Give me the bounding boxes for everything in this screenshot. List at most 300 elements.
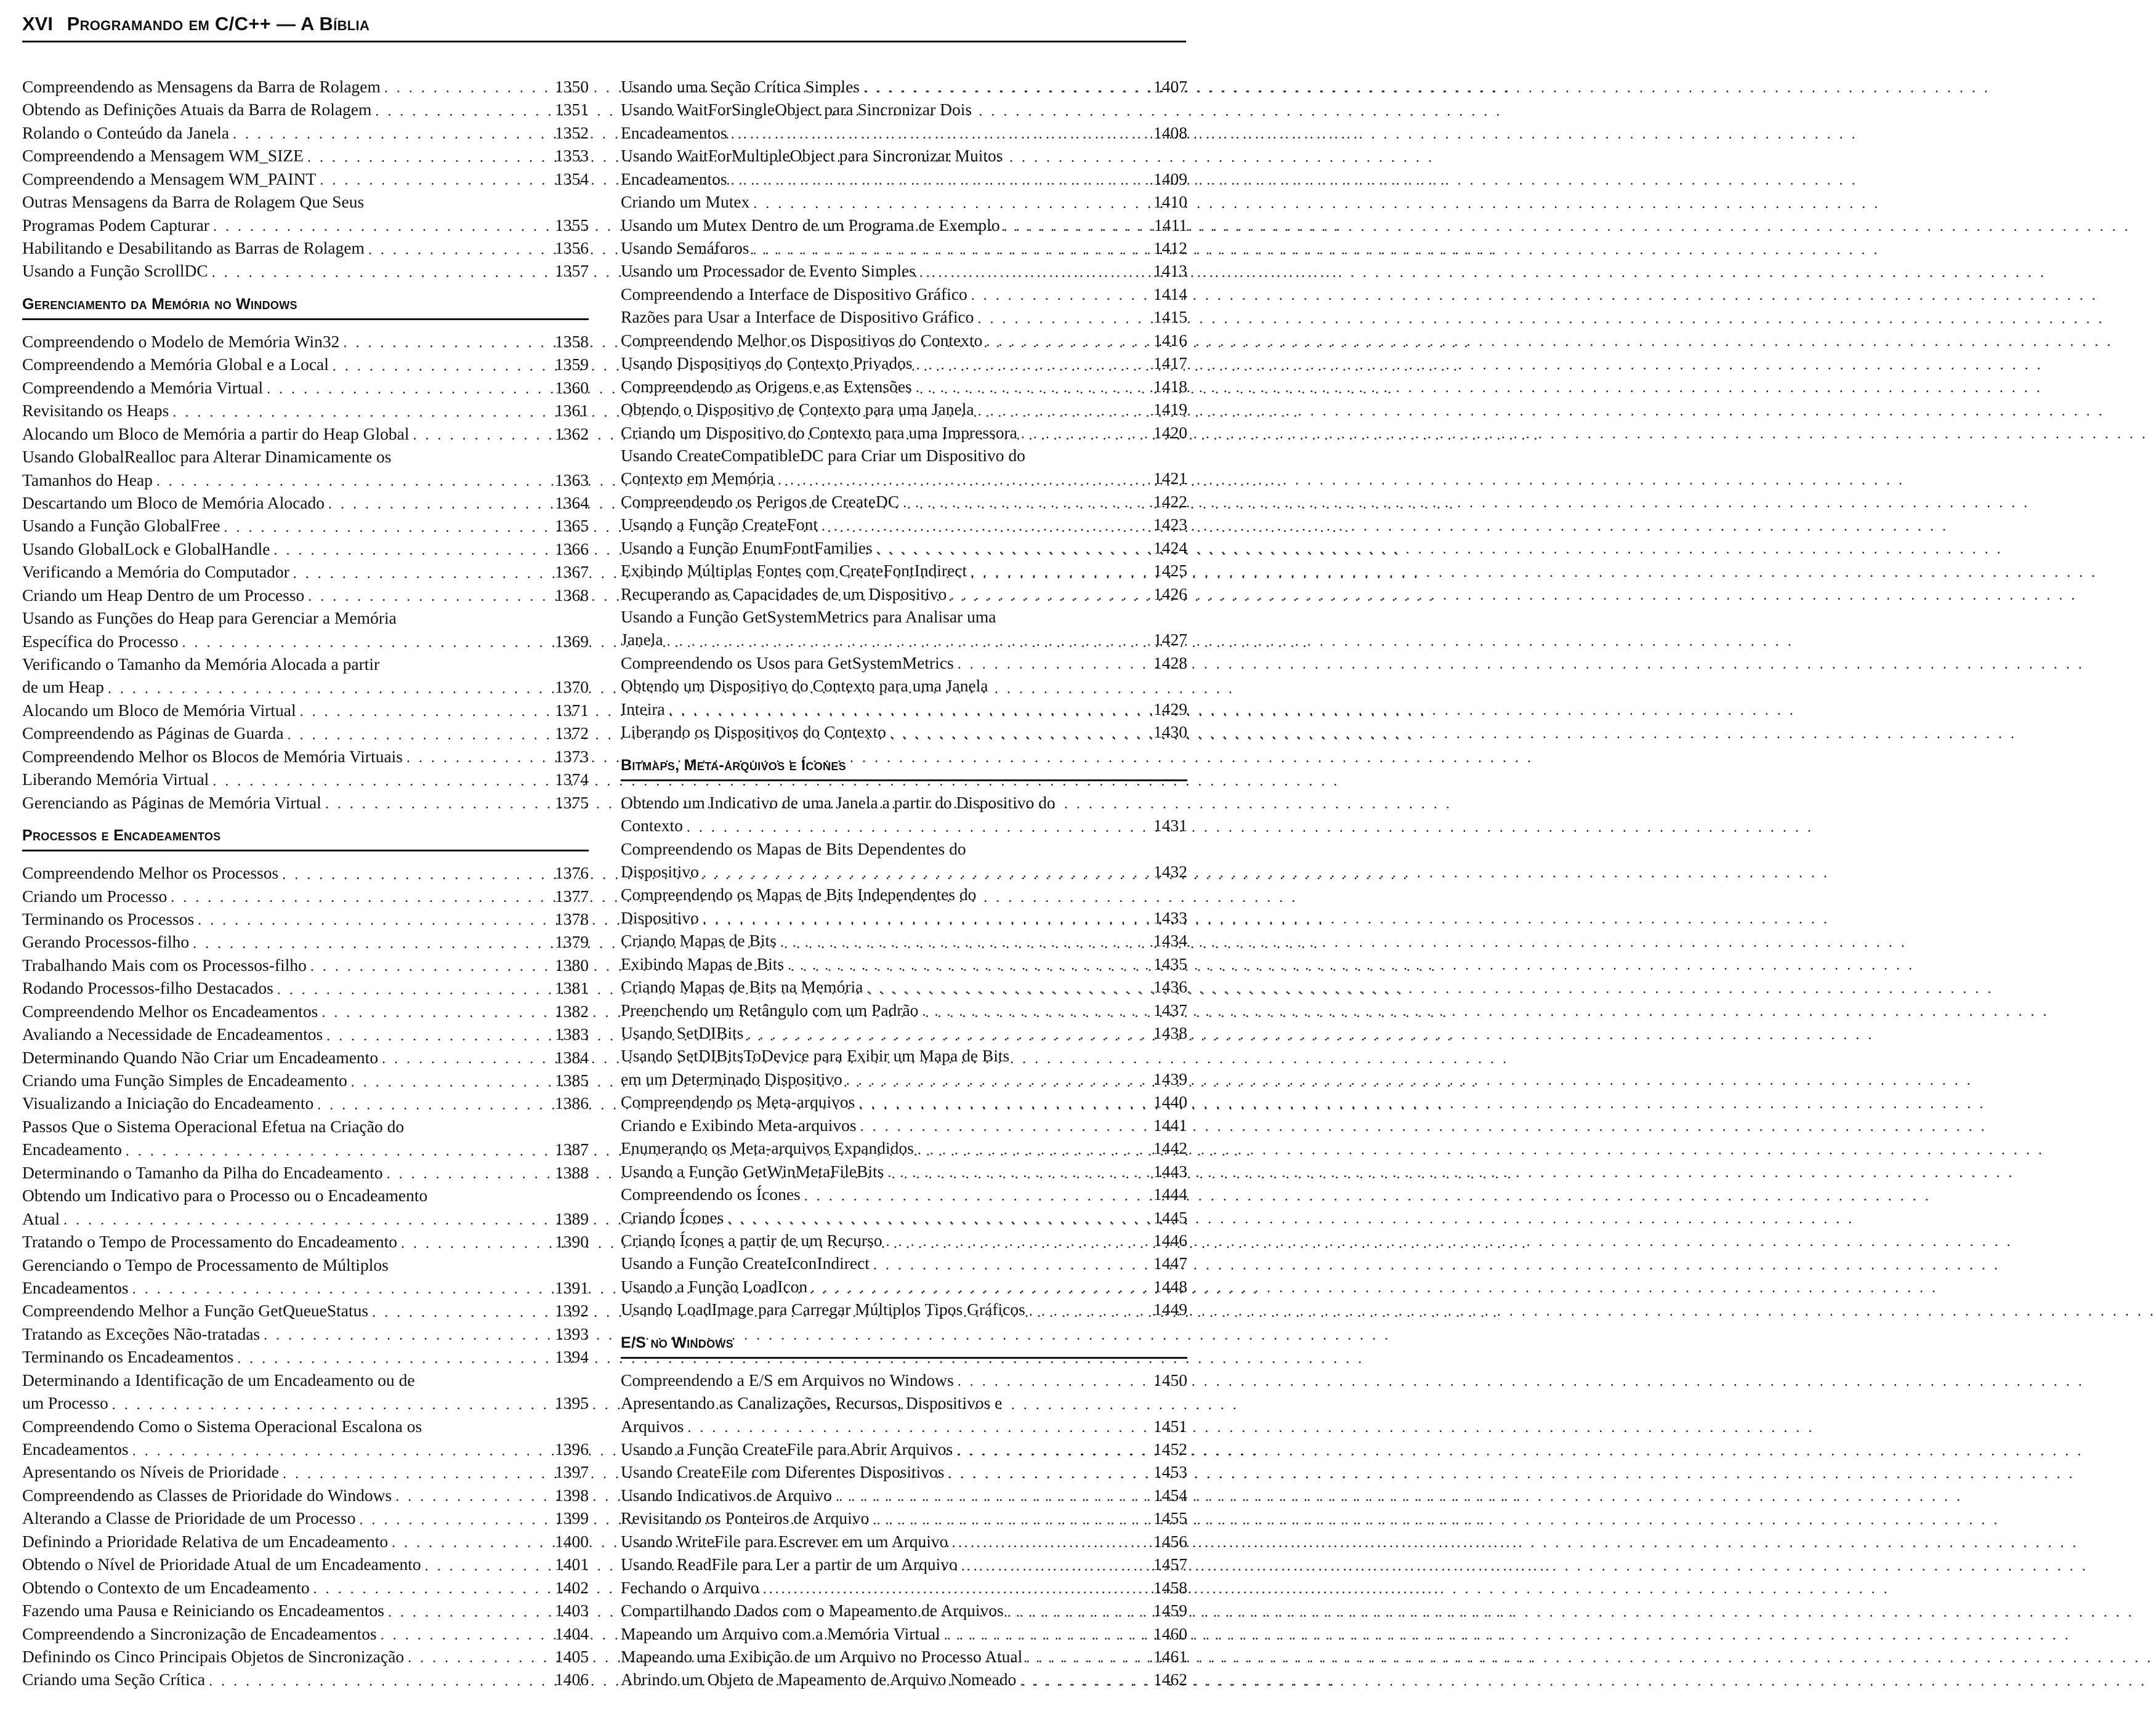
toc-entry-line [621, 837, 1187, 860]
dot-leader [731, 124, 1150, 144]
toc-entry-title: Compreendendo Melhor os Dispositivos do Contexto [621, 330, 983, 350]
toc-entry [621, 1252, 1187, 1274]
dot-leader [182, 633, 551, 653]
toc-page-number: 1400 [555, 1531, 589, 1551]
toc-entry-title: Usando as Funções do Heap para Gerenciar a Memória [22, 608, 397, 628]
toc-entry [22, 353, 589, 376]
toc-entry [621, 1484, 1187, 1507]
dot-leader [667, 632, 1150, 651]
toc-page-number: 1423 [1153, 515, 1187, 534]
toc-page-number: 1354 [555, 169, 589, 188]
dot-leader [1026, 1648, 1150, 1668]
dot-leader [731, 171, 1150, 190]
toc-entry-title: Criando Mapas de Bits na Memória [621, 977, 863, 997]
toc-entry [22, 722, 589, 744]
toc-entry [621, 236, 1187, 259]
toc-entry [22, 330, 589, 353]
toc-entry-line [22, 422, 589, 445]
toc-entry-line [621, 352, 1187, 374]
toc-entry [22, 1530, 589, 1553]
toc-entry [621, 490, 1187, 513]
section-gap [22, 814, 589, 821]
dot-leader [212, 263, 551, 283]
dot-leader [212, 771, 551, 791]
dot-leader [408, 1648, 551, 1668]
toc-entry-line [22, 1599, 589, 1622]
toc-entry-title: Terminando os Processos [22, 909, 195, 928]
dot-leader [890, 724, 1150, 744]
toc-entry-title: Tratando o Tempo de Processamento do Encadeamento [22, 1232, 398, 1252]
toc-entry-line [621, 1553, 1187, 1575]
toc-entry-line [22, 537, 589, 560]
toc-entry [621, 305, 1187, 328]
toc-entry [621, 1021, 1187, 1044]
toc-page-number: 1351 [555, 100, 589, 119]
toc-entry [22, 422, 589, 445]
toc-entry-title: Obtendo o Dispositivo de Contexto para uma Janela [621, 400, 974, 419]
dot-leader [382, 1049, 551, 1069]
toc-entry-title: Usando ReadFile para Ler a partir de um Arquivo [621, 1555, 958, 1574]
toc-entry-line [621, 791, 1187, 814]
dot-leader [863, 78, 1150, 98]
toc-entry-line [22, 445, 589, 468]
toc-entry-line [621, 1415, 1187, 1438]
toc-entry-line [621, 75, 1187, 98]
toc-page-number: 1371 [555, 700, 589, 720]
toc-entry-line [22, 190, 589, 213]
dot-leader [687, 1418, 1150, 1438]
toc-entry [621, 1391, 1187, 1438]
toc-entry [22, 1092, 589, 1115]
toc-entry-line [22, 1622, 589, 1645]
toc-entry-line [621, 1622, 1187, 1645]
toc-entry-title: Trabalhando Mais com os Processos-filho [22, 955, 307, 975]
toc-entry-title: Exibindo Mapas de Bits [621, 954, 785, 973]
running-header [22, 9, 1186, 39]
toc-entry-line [621, 999, 1187, 1021]
dot-leader [903, 493, 1150, 513]
toc-entry [621, 1045, 1187, 1091]
section-title: Processos e Encadeamentos [22, 827, 221, 845]
toc-entry-line [22, 1184, 589, 1207]
toc-page-number: 1446 [1153, 1230, 1187, 1250]
dot-leader [866, 979, 1150, 999]
toc-entry-title: Criando Mapas de Bits [621, 931, 777, 951]
toc-entry-title: Usando um Processador de Evento Simples [621, 261, 916, 281]
toc-entry [22, 1000, 589, 1023]
toc-entry [621, 1507, 1187, 1529]
dot-leader [368, 240, 551, 260]
toc-entry-title: Visualizando a Iniciação do Encadeamento [22, 1093, 314, 1113]
toc-page-number: 1366 [555, 539, 589, 558]
toc-page-number: 1362 [555, 424, 589, 443]
toc-entry-line [621, 214, 1187, 236]
toc-entry-line [22, 745, 589, 768]
toc-entry-title: Usando GlobalLock e GlobalHandle [22, 539, 270, 558]
dot-leader [961, 1556, 1150, 1576]
dot-leader [392, 1533, 551, 1553]
toc-page-number: 1364 [555, 493, 589, 512]
dot-leader [876, 539, 1150, 559]
dot-leader [359, 1510, 551, 1530]
toc-entry [621, 536, 1187, 559]
toc-entry-line [22, 1069, 589, 1092]
toc-entry-line [621, 490, 1187, 513]
header-rule [22, 41, 1186, 42]
toc-entry-line [621, 121, 1187, 144]
toc-entry-line [22, 861, 589, 884]
toc-entry-title: Usando a Função CreateFile para Abrir Arquivos [621, 1439, 953, 1459]
toc-entry-title: Liberando os Dispositivos do Contexto [621, 722, 886, 742]
dot-leader [156, 472, 551, 491]
toc-entry-title: Usando Indicativos de Arquivo [621, 1485, 832, 1505]
toc-entry-title: Usando a Função GlobalFree [22, 516, 220, 536]
toc-entry-line [22, 1507, 589, 1529]
toc-entry-title: Usando WaitForSingleObject para Sincronizar Dois [621, 100, 972, 119]
toc-entry-line [22, 214, 589, 236]
toc-entry-title: Usando a Função GetSystemMetrics para Analisar uma [621, 607, 996, 627]
toc-page-number: 1412 [1153, 238, 1187, 258]
toc-entry [621, 674, 1187, 720]
toc-entry-title: Compreendendo Melhor os Blocos de Memória Virtuais [22, 746, 403, 766]
dot-leader [873, 1510, 1150, 1530]
toc-entry-line [22, 1322, 589, 1345]
dot-leader [951, 1533, 1150, 1553]
toc-page-number: 1398 [555, 1485, 589, 1505]
toc-entry-line [621, 98, 1187, 121]
toc-entry-title: Avaliando a Necessidade de Encadeamentos [22, 1024, 323, 1044]
toc-page-number: 1392 [555, 1301, 589, 1321]
toc-entry-line [22, 676, 589, 699]
dot-leader [307, 148, 551, 167]
toc-page-number: 1388 [555, 1162, 589, 1182]
toc-entry-line [621, 305, 1187, 328]
toc-entry-line [621, 952, 1187, 975]
dot-leader [308, 587, 551, 606]
toc-entry-title: Usando SetDIBits [621, 1023, 744, 1043]
toc-page-number: 1415 [1153, 307, 1187, 327]
toc-page-number: 1381 [555, 978, 589, 998]
toc-entry-title: Usando WaitForMultipleObject para Sincronizar Muitos [621, 146, 1003, 166]
toc-entry-title: Específica do Processo [22, 631, 179, 651]
toc-entry-title: Fechando o Arquivo [621, 1577, 759, 1597]
toc-entry-line [621, 605, 1187, 628]
toc-entry-line [621, 674, 1187, 697]
dot-leader [413, 425, 552, 445]
toc-page-number: 1458 [1153, 1577, 1187, 1597]
toc-page-number: 1460 [1153, 1623, 1187, 1643]
toc-entry [621, 1229, 1187, 1252]
toc-entry-title: Compreendendo a Mensagem WM_PAINT [22, 169, 317, 188]
toc-page-number: 1383 [555, 1024, 589, 1044]
toc-entry-line [22, 1576, 589, 1599]
toc-entry-title: Usando a Função EnumFontFamilies [621, 537, 873, 557]
toc-entry-line [621, 536, 1187, 559]
toc-entry [621, 883, 1187, 929]
toc-page-number: 1410 [1153, 192, 1187, 212]
toc-entry-line [22, 1415, 589, 1438]
dot-leader [727, 1209, 1150, 1229]
toc-entry-title: Encadeamentos [22, 1277, 129, 1297]
dot-leader [977, 309, 1150, 329]
toc-entry [22, 930, 589, 953]
toc-entry-line [22, 491, 589, 514]
toc-entry [621, 75, 1187, 98]
toc-entry-title: Razões para Usar a Interface de Dispositivo Gráfico [621, 307, 974, 327]
toc-entry-title: Usando Semáforos [621, 238, 749, 258]
toc-entry-line [621, 236, 1187, 259]
toc-entry-title: Enumerando os Meta-arquivos Expandidos [621, 1138, 914, 1158]
toc-entry-title: Descartando um Bloco de Memória Alocado [22, 493, 325, 512]
toc-entry-title: Atual [22, 1209, 60, 1228]
dot-leader [944, 1625, 1150, 1645]
dot-leader [425, 1556, 551, 1576]
dot-leader [313, 1579, 551, 1599]
toc-entry-line [621, 720, 1187, 743]
toc-entry-title: Usando WriteFile para Escrever em um Arquivo [621, 1531, 948, 1551]
toc-entry [621, 1298, 1187, 1321]
toc-entry-line [621, 1275, 1187, 1298]
dot-leader [886, 1232, 1150, 1252]
toc-entry-line [22, 98, 589, 121]
toc-entry [22, 1645, 589, 1668]
toc-entry-title: Criando Ícones a partir de um Recurso [621, 1230, 882, 1250]
dot-leader [978, 401, 1150, 421]
toc-entry [22, 1622, 589, 1645]
toc-entry-title: Dispositivo [621, 907, 699, 927]
toc-entry-line [621, 1391, 1187, 1414]
dot-leader [780, 933, 1150, 952]
toc-entry-title: Compreendendo o Modelo de Memória Win32 [22, 331, 340, 351]
dot-leader [1029, 1302, 1150, 1321]
toc-page-number: 1445 [1153, 1207, 1187, 1227]
dot-leader [209, 1672, 551, 1691]
toc-page-number: 1453 [1153, 1462, 1187, 1482]
book-title: Programando em C/C++ — A Bíblia [67, 13, 370, 34]
toc-page-number: 1444 [1153, 1185, 1187, 1204]
toc-entry-title: Tratando as Exceções Não-tratadas [22, 1324, 260, 1343]
toc-entry-line [22, 1645, 589, 1668]
toc-entry-line [22, 330, 589, 353]
toc-entry-title: Mapeando uma Exibição de um Arquivo no Processo Atual [621, 1646, 1023, 1666]
toc-entry [621, 1645, 1187, 1668]
dot-leader [333, 356, 551, 376]
toc-page-number: 1363 [555, 470, 589, 489]
toc-page-number: 1401 [555, 1555, 589, 1574]
dot-leader [388, 1603, 551, 1622]
toc-page-number: 1396 [555, 1439, 589, 1459]
toc-entry-line [621, 1484, 1187, 1507]
toc-page-number: 1422 [1153, 491, 1187, 511]
dot-leader [406, 748, 551, 768]
dot-leader [267, 379, 551, 399]
toc-entry [621, 1183, 1187, 1205]
toc-entry [621, 98, 1187, 144]
toc-entry [621, 720, 1187, 743]
dot-leader [264, 1326, 551, 1345]
toc-entry-title: em um Determinado Dispositivo [621, 1069, 842, 1088]
toc-entry [621, 190, 1187, 213]
toc-entry-line [621, 651, 1187, 674]
toc-entry [22, 1415, 589, 1461]
toc-entry-line [621, 860, 1187, 883]
dot-leader [112, 1395, 551, 1415]
dot-leader [971, 286, 1150, 305]
toc-entry [621, 582, 1187, 605]
toc-entry [22, 1069, 589, 1092]
toc-entry-title: Janela [621, 630, 663, 650]
dot-leader [172, 403, 551, 422]
toc-entry [22, 98, 589, 121]
toc-entry-line [22, 144, 589, 167]
toc-entry-title: Obtendo as Definições Atuais da Barra de Rolagem [22, 100, 372, 119]
toc-entry-line [22, 791, 589, 814]
dot-leader [328, 494, 551, 514]
toc-entry-line [621, 629, 1187, 651]
dot-leader [971, 563, 1150, 582]
toc-entry [22, 1668, 589, 1691]
toc-page-number: 1369 [555, 631, 589, 651]
toc-page-number: 1440 [1153, 1092, 1187, 1112]
toc-entry-title: Verificando a Memória do Computador [22, 562, 289, 582]
toc-entry-title: Criando uma Função Simples de Encadeamento [22, 1071, 347, 1090]
dot-leader [277, 980, 551, 1000]
toc-entry [22, 606, 589, 653]
toc-entry-line [621, 582, 1187, 605]
toc-entry-title: Preenchendo um Retângulo com um Padrão [621, 1000, 919, 1020]
toc-page-number: 1461 [1153, 1646, 1187, 1666]
toc-entry-line [22, 976, 589, 999]
toc-entry-line [621, 375, 1187, 398]
section-rule [22, 850, 589, 851]
toc-entry-line [22, 399, 589, 422]
dot-leader [224, 518, 551, 537]
toc-column-right [621, 75, 1187, 1691]
toc-page-number: 1399 [555, 1508, 589, 1528]
toc-entry-line [22, 1299, 589, 1322]
toc-entry-title: Obtendo um Indicativo de uma Janela a partir do Dispositivo do [621, 792, 1056, 812]
toc-page-number: 1457 [1153, 1555, 1187, 1574]
toc-entry-title: Encadeamentos [621, 123, 727, 142]
toc-page-number: 1365 [555, 516, 589, 536]
toc-entry-title: Obtendo um Dispositivo do Contexto para uma Janela [621, 676, 988, 696]
dot-leader [372, 1303, 551, 1322]
toc-entry-line [22, 514, 589, 537]
toc-entry-title: Habilitando e Desabilitando as Barras de Rolagem [22, 238, 365, 258]
toc-entry-line [22, 606, 589, 629]
dot-leader [384, 78, 551, 98]
toc-entry-line [22, 1161, 589, 1184]
toc-page-number: 1397 [555, 1462, 589, 1482]
toc-entry [22, 1322, 589, 1345]
toc-page-number: 1433 [1153, 907, 1187, 927]
toc-entry-line [621, 1461, 1187, 1484]
toc-page-number: 1449 [1153, 1300, 1187, 1319]
toc-page-number: 1394 [555, 1347, 589, 1367]
toc-entry-line [22, 376, 589, 399]
toc-entry [22, 768, 589, 791]
toc-entry [621, 329, 1187, 352]
toc-entry-line [22, 930, 589, 953]
toc-page-number: 1435 [1153, 954, 1187, 973]
toc-page-number: 1385 [555, 1071, 589, 1090]
toc-entry-line [621, 1576, 1187, 1599]
toc-entry [621, 975, 1187, 998]
dot-leader [132, 1279, 551, 1299]
toc-page-number: 1454 [1153, 1485, 1187, 1505]
toc-entry-line [621, 260, 1187, 283]
toc-entry-line [621, 1183, 1187, 1205]
toc-entry [621, 1438, 1187, 1460]
toc-entry-line [22, 699, 589, 722]
dot-leader [321, 1003, 551, 1023]
toc-page-number: 1442 [1153, 1138, 1187, 1158]
toc-entry-title: Criando um Dispositivo do Contexto para uma Impressora [621, 422, 1017, 442]
toc-page-number: 1455 [1153, 1508, 1187, 1528]
toc-page-number: 1429 [1153, 699, 1187, 718]
toc-page-number: 1375 [555, 792, 589, 812]
toc-entry-line [621, 1530, 1187, 1553]
toc-entry [621, 352, 1187, 374]
toc-entry [22, 1230, 589, 1253]
toc-entry-title: Compreendendo os Mapas de Bits Independentes do [621, 885, 977, 904]
dot-leader [317, 1095, 551, 1115]
toc-entry-title: Compreendendo Melhor os Processos [22, 863, 279, 883]
toc-page-number: 1427 [1153, 630, 1187, 650]
toc-entry-title: Compreendendo Melhor os Encadeamentos [22, 1001, 318, 1021]
toc-page-number: 1384 [555, 1047, 589, 1067]
toc-entry-title: Definindo os Cinco Principais Objetos de Sincronização [22, 1646, 405, 1666]
toc-page-number: 1387 [555, 1140, 589, 1159]
toc-page-number: 1448 [1153, 1276, 1187, 1296]
toc-page-number: 1434 [1153, 931, 1187, 951]
toc-entry-line [621, 1114, 1187, 1137]
toc-entry [22, 1184, 589, 1230]
toc-entry-line [621, 190, 1187, 213]
dot-leader [310, 957, 551, 976]
toc-entry-line [621, 1252, 1187, 1274]
dot-leader [126, 1141, 551, 1161]
toc-entry-line [621, 513, 1187, 536]
toc-page-number: 1451 [1153, 1416, 1187, 1436]
toc-entry-title: Usando uma Seção Crítica Simples [621, 76, 860, 96]
dot-leader [778, 470, 1150, 490]
toc-entry-line [22, 1484, 589, 1507]
toc-entry [22, 861, 589, 884]
toc-entry [621, 559, 1187, 582]
toc-entry-line [621, 929, 1187, 952]
toc-entry [621, 837, 1187, 883]
toc-entry [22, 1461, 589, 1484]
toc-entry [22, 584, 589, 606]
toc-entry-line [22, 236, 589, 259]
toc-entry-line [22, 885, 589, 907]
toc-entry-title: Compreendendo os Ícones [621, 1185, 801, 1204]
toc-entry-title: Usando CreateFile com Diferentes Dispositivos [621, 1462, 945, 1482]
toc-entry-title: Criando um Heap Dentro de um Processo [22, 585, 305, 605]
dot-leader [273, 541, 551, 560]
toc-page-number: 1411 [1154, 215, 1187, 235]
toc-entry-line [22, 1438, 589, 1460]
toc-entry-line [621, 1668, 1187, 1691]
toc-entry [22, 1253, 589, 1300]
toc-entry-title: Outras Mensagens da Barra de Rolagem Que Seus [22, 192, 365, 212]
toc-entry [22, 976, 589, 999]
section-gap [22, 283, 589, 290]
toc-page-number: 1430 [1153, 722, 1187, 742]
toc-entry-line [621, 1068, 1187, 1090]
dot-leader [958, 654, 1150, 674]
